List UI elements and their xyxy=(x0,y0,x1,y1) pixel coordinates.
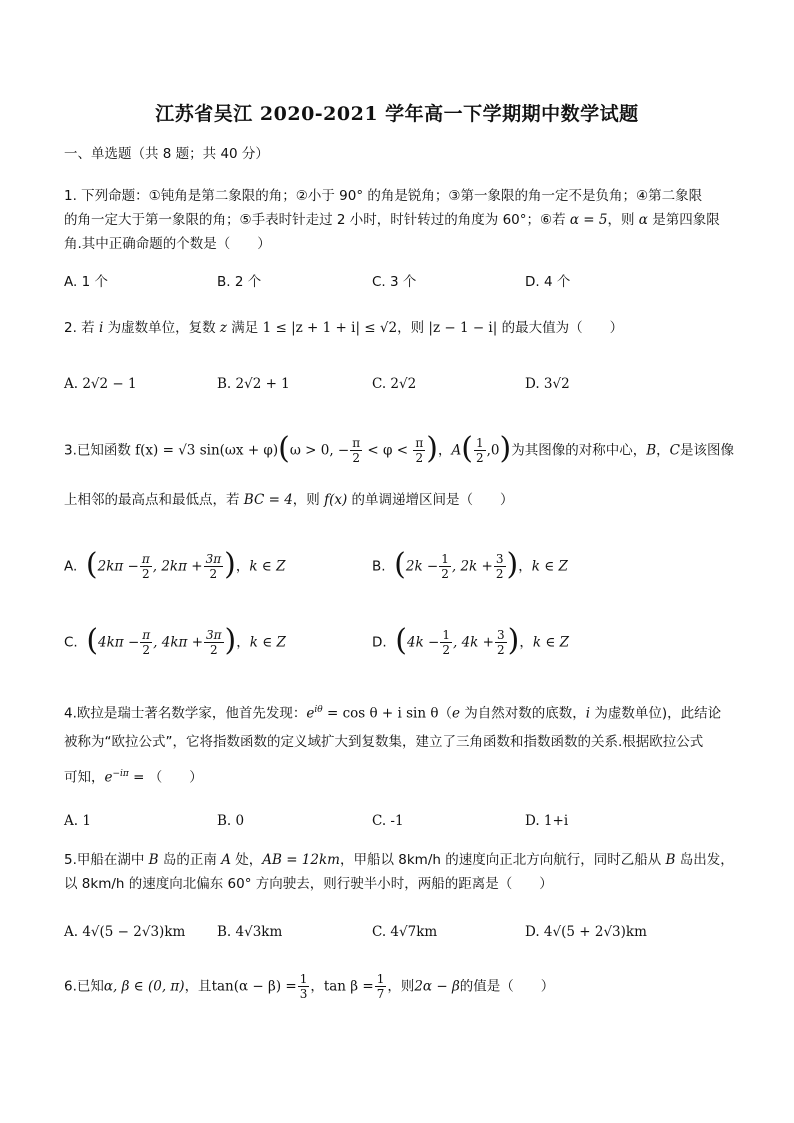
q5-option-a: A. 4√(5 − 2√3)km xyxy=(64,924,186,940)
q1-line2: 的角一定大于第一象限的角；⑤手表时针走过 2 小时，时针转过的角度为 60°；⑥若 α = 5，则 α 是第四象限 xyxy=(64,212,720,228)
q5-option-b: B. 4√3km xyxy=(217,924,283,940)
q3-stem-line2: 上相邻的最高点和最低点，若 BC = 4，则 f(x) 的单调递增区间是（ ） xyxy=(64,492,514,508)
q5-option-d: D. 4√(5 + 2√3)km xyxy=(525,924,647,940)
q4-option-a: A. 1 xyxy=(64,813,91,829)
q2-option-c: C. 2√2 xyxy=(372,376,417,392)
q4-option-c: C. -1 xyxy=(372,813,404,829)
q2-option-d: D. 3√2 xyxy=(525,376,570,392)
q2-stem: 2. 若 i 为虚数单位，复数 z 满足 1 ≤ |z + 1 + i| ≤ √2，则 |z − 1 − i| 的最大值为（ ） xyxy=(64,320,624,336)
q4-option-b: B. 0 xyxy=(217,813,245,829)
page-title: 江苏省吴江 2020-2021 学年高一下学期期中数学试题 xyxy=(155,103,639,125)
q1-option-b: B. 2 个 xyxy=(217,274,262,290)
q3-option-d: D. (4k − $\frac{1}{2}$ , 4k + $\frac{3}{2}$ )，k ∈ Z xyxy=(372,622,569,658)
q1-option-a: A. 1 个 xyxy=(64,274,108,290)
q1-option-c: C. 3 个 xyxy=(372,274,417,290)
q3-option-a: A. (2kπ − $\frac{\pi}{2}$ , 2kπ + $\frac{3\pi}{2}$ )，k ∈ Z xyxy=(64,546,286,582)
q4-option-d: D. 1+i xyxy=(525,813,569,829)
q4-line2: 被称为“欧拉公式”，它将指数函数的定义域扩大到复数集，建立了三角函数和指数函数的关系.根据欧拉公式 xyxy=(64,734,704,750)
q5-line1: 5.甲船在湖中 B 岛的正南 A 处，AB = 12km，甲船以 8km/h 的速度向正北方向航行，同时乙船从 B 岛出发， xyxy=(64,852,734,868)
q6-stem: 6.已知α, β ∈ (0, π)，且tan(α − β) = $\frac{1}{3}$ ，tan β = $\frac{1}{7}$ ，则2α − β的值是（ ） xyxy=(64,972,555,1001)
q5-line2: 以 8km/h 的速度向北偏东 60° 方向驶去，则行驶半小时，两船的距离是（ ） xyxy=(64,876,553,892)
section-header: 一、单选题（共 8 题；共 40 分） xyxy=(64,146,269,162)
q3-stem-line1: 3.已知函数 f(x) = √3 sin(ωx + φ)(ω > 0, − $\frac{\pi}{2}$ < φ < $\frac{\pi}{2}$ )，A( $\frac{1}{2}$ ,0)为其图像的对称中心，B，C是该图像 xyxy=(64,430,734,466)
q1-option-d: D. 4 个 xyxy=(525,274,571,290)
q5-option-c: C. 4√7km xyxy=(372,924,438,940)
q4-line1: 4.欧拉是瑞士著名数学家，他首先发现：$e^{i\theta} = \cos \theta + i$ sin θ（e 为自然对数的底数，i 为虚数单位)，此结论 xyxy=(64,705,722,722)
q4-line3: 可知，$e^{-i\pi}$ = （ ） xyxy=(64,769,203,786)
q2-option-b: B. 2√2 + 1 xyxy=(217,376,290,392)
q1-line3: 角.其中正确命题的个数是（ ） xyxy=(64,236,271,252)
q3-option-b: B. (2k − $\frac{1}{2}$ , 2k + $\frac{3}{2}$ )，k ∈ Z xyxy=(372,546,568,582)
q1-line1: 1. 下列命题：①钝角是第二象限的角；②小于 90° 的角是锐角；③第一象限的角一定不是负角；④第二象限 xyxy=(64,188,703,204)
q3-option-c: C. (4kπ − $\frac{\pi}{2}$ , 4kπ + $\frac{3\pi}{2}$ )，k ∈ Z xyxy=(64,622,286,658)
q2-option-a: A. 2√2 − 1 xyxy=(64,376,137,392)
